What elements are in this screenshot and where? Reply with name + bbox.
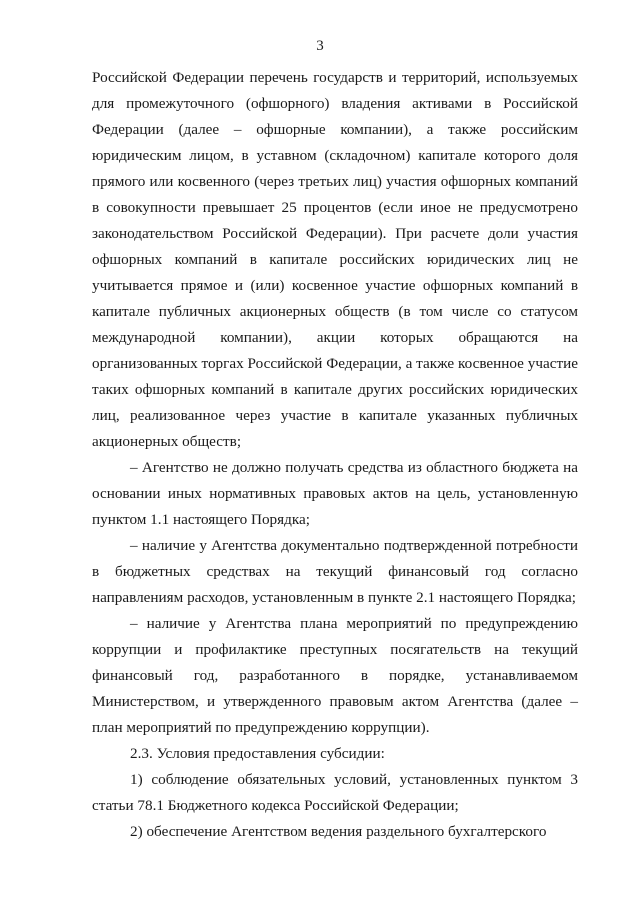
section-heading-subsidy-conditions: 2.3. Условия предоставления субсидии:	[130, 745, 385, 762]
paragraph-anticorruption-plan: – наличие у Агентства плана мероприятий по предупреждению коррупции и профилактике преступных посягательств на текущий финансовый год, разработанного в порядке, устанавливаемом Министерством, и утвержденного правовым актом Агентства (далее – план мероприятий по предупреждению коррупции).	[92, 615, 578, 736]
document-body	[92, 65, 578, 845]
page-number: 3	[316, 38, 324, 54]
condition-item-1: 1) соблюдение обязательных условий, установленных пунктом 3 статьи 78.1 Бюджетного кодекса Российской Федерации;	[92, 771, 578, 814]
paragraph-no-other-funding: – Агентство не должно получать средства из областного бюджета на основании иных нормативных правовых актов на цель, установленную пунктом 1.1 настоящего Порядка;	[92, 459, 578, 528]
condition-item-2: 2) обеспечение Агентством ведения раздельного бухгалтерского	[130, 823, 547, 840]
paragraph-documented-need: – наличие у Агентства документально подтвержденной потребности в бюджетных средствах на текущий финансовый год согласно направлениям расходов, установленным в пункте 2.1 настоящего Порядка;	[92, 537, 578, 606]
paragraph-offshore-definition: Российской Федерации перечень государств и территорий, используемых для промежуточного (офшорного) владения активами в Российской Федерации (далее – офшорные компании), а также российским юридическим лицом, в уставном (складочном) капитале которого доля прямого или косвенного (через третьих лиц) участия офшорных компаний в совокупности превышает 25 процентов (если иное не предусмотрено законодательством Российской Федерации). При расчете доли участия офшорных компаний в капитале российских юридических лиц не учитывается прямое и (или) косвенное участие офшорных компаний в капитале публичных акционерных обществ (в том числе со статусом международной компании), акции которых обращаются на организованных торгах Российской Федерации, а также косвенное участие таких офшорных компаний в капитале других российских юридических лиц, реализованное через участие в капитале указанных публичных акционерных обществ;	[92, 69, 578, 450]
